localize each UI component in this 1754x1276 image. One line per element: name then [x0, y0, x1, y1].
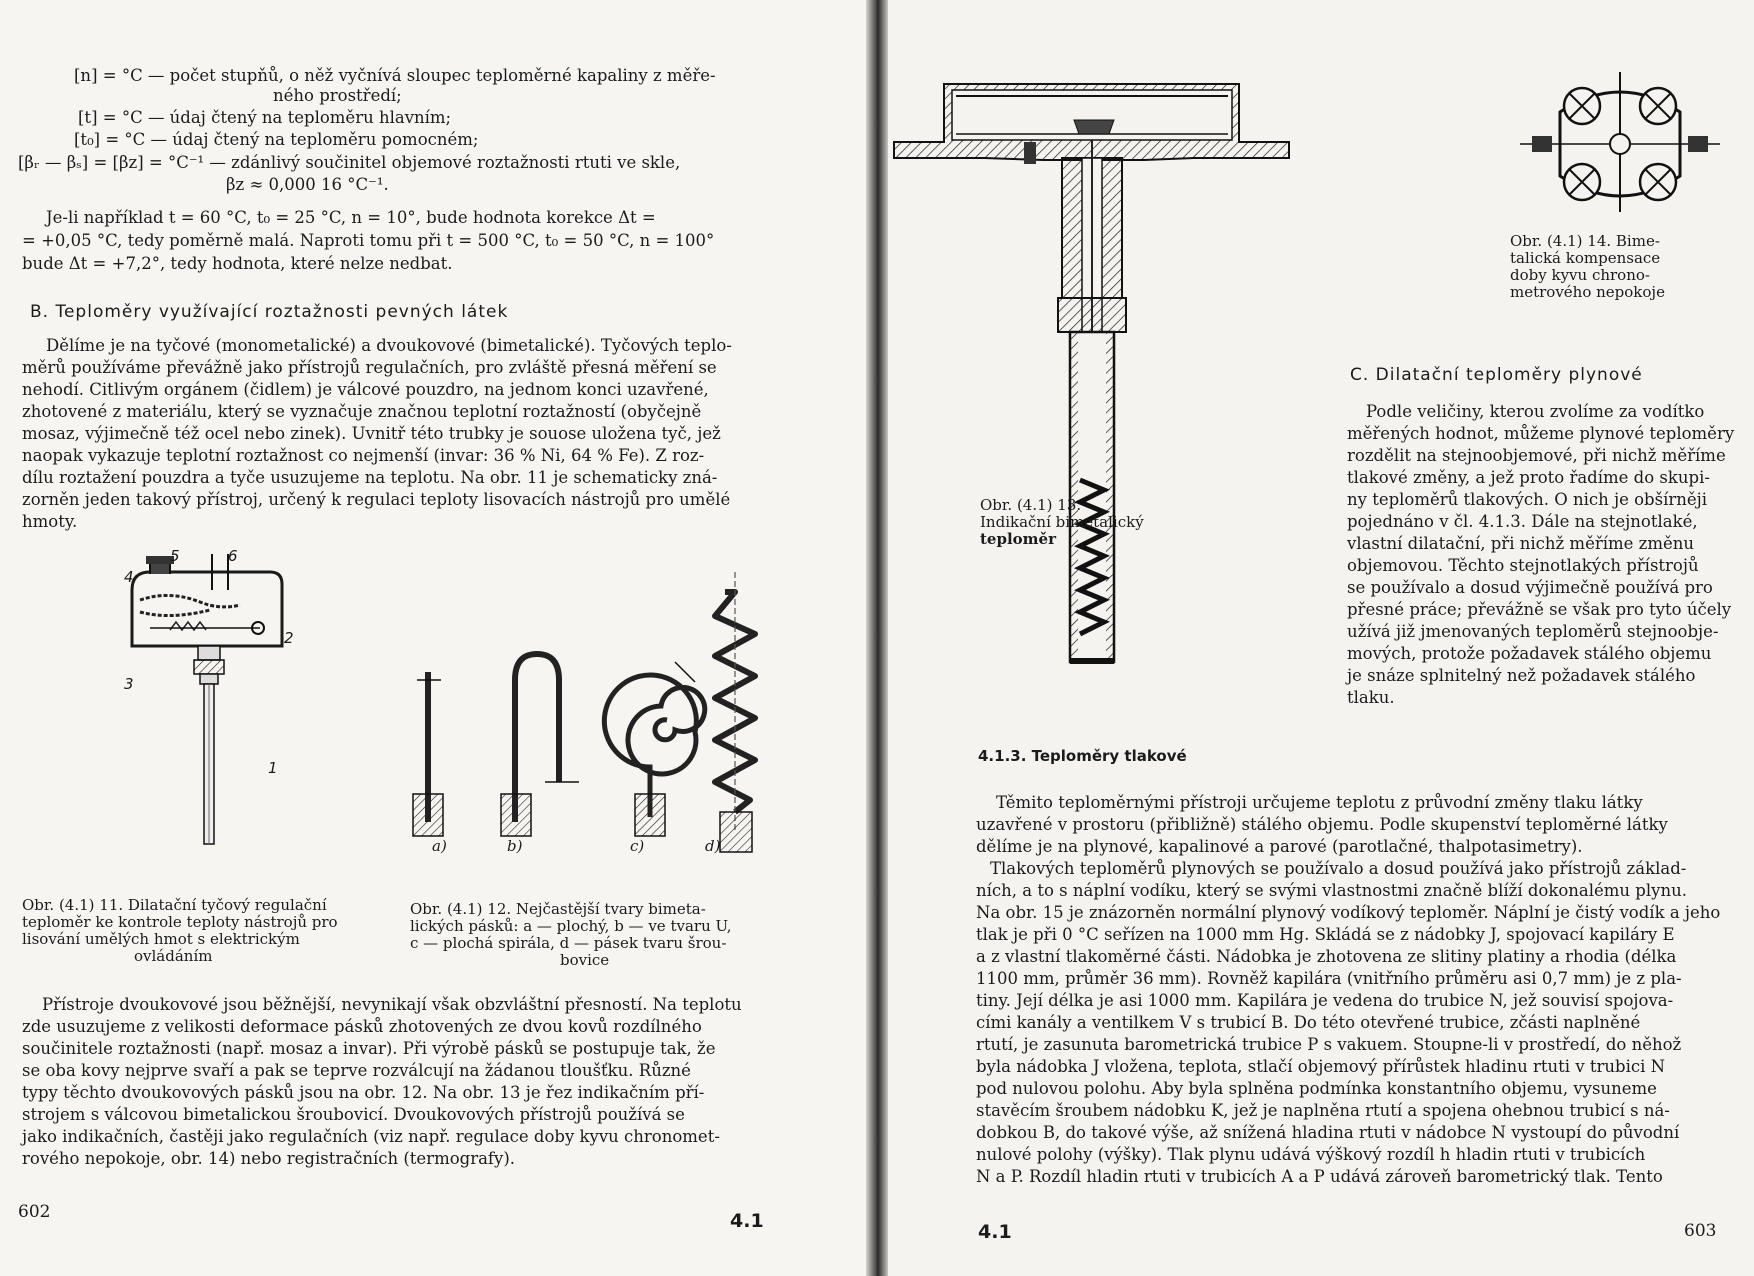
para-bi-8: rového nepokoje, obr. 14) nebo registračních (termografy).: [22, 1149, 516, 1168]
para-413-3: dělíme je na plynové, kapalinové a parové (parotlačné, thalpotasimetry).: [976, 837, 1583, 856]
para-c-8: objemovou. Těchto stejnotlakých přístrojů: [1347, 556, 1699, 575]
para-b-1: Dělíme je na tyčové (monometalické) a dvoukovové (bimetalické). Tyčových teplo-: [46, 336, 732, 355]
caption-12-line-4: bovice: [560, 951, 610, 969]
page-number-right: 603: [1684, 1221, 1717, 1241]
caption-13-line-3: teploměr: [980, 530, 1056, 548]
para-c-4: tlakové změny, a jež proto řadíme do skupi-: [1347, 468, 1710, 487]
def-line-2: ného prostředí;: [273, 86, 402, 105]
para-413-1: Těmito teploměrnými přístroji určujeme teplotu z průvodní změny tlaku látky: [996, 793, 1643, 812]
fig11-label-5: 5: [170, 547, 180, 565]
def-line-5: [βᵣ — βₛ] = [βz] = °C⁻¹ — zdánlivý součinitel objemové roztažnosti rtuti ve skle,: [18, 153, 681, 172]
fig11-label-3: 3: [124, 675, 134, 693]
example-line-1: Je-li například t = 60 °C, t₀ = 25 °C, n = 10°, bude hodnota korekce Δt =: [46, 208, 656, 227]
para-413-13: byla nádobka J vložena, teplota, stlačí objemový přírůstek hladinu rtuti v trubici N: [976, 1057, 1666, 1076]
para-413-6: Na obr. 15 je znázorněn normální plynový vodíkový teploměr. Náplní je čistý vodík a jeho: [976, 903, 1721, 922]
para-413-10: tiny. Její délka je asi 1000 mm. Kapilára je vedena do trubice N, jež souvisí spojova-: [976, 991, 1674, 1010]
def-line-1: [n] = °C — počet stupňů, o něž vyčnívá sloupec teploměrné kapaliny z měře-: [74, 66, 716, 85]
para-413-14: pod nulovou polohu. Aby byla splněna podmínka konstantního objemu, vysuneme: [976, 1079, 1657, 1098]
para-b-3: nehodí. Citlivým orgánem (čidlem) je válcové pouzdro, na jednom konci uzavřené,: [22, 380, 709, 399]
para-413-15: stavěcím šroubem nádobku K, jež je naplněna rtutí a spojena ohebnou trubicí s ná-: [976, 1101, 1670, 1120]
para-c-7: vlastní dilatační, při nichž měříme změnu: [1347, 534, 1695, 553]
caption-13-line-1: Obr. (4.1) 13.: [980, 496, 1082, 514]
para-413-11: cími kanály a ventilkem V s trubicí B. Do této otevřené trubice, zčásti naplněné: [976, 1013, 1641, 1032]
para-bi-4: se oba kovy nejprve svaří a pak se teprve rozválcují na žádanou tloušťku. Různé: [22, 1061, 691, 1080]
para-413-17: nulové polohy (výšky). Tlak plynu udává výškový rozdíl h hladin rtuti v trubicích: [976, 1145, 1646, 1164]
fig11-label-6: 6: [228, 547, 238, 565]
para-413-4: Tlakových teploměrů plynových se používalo a dosud používá jako přístrojů základ-: [990, 859, 1687, 878]
fig11-label-1: 1: [268, 759, 278, 777]
caption-13-line-2: Indikační bimetalický: [980, 513, 1144, 531]
para-b-6: naopak vykazuje teplotní roztažnost co nejmenší (invar: 36 % Ni, 64 % Fe). Z roz-: [22, 446, 705, 465]
para-c-11: užívá již jmenovaných teploměrů stejnoobje-: [1347, 622, 1719, 641]
para-bi-2: zde usuzujeme z velikosti deformace pásků zhotovených ze dvou kovů rozdílného: [22, 1017, 702, 1036]
para-bi-7: jako indikačních, častěji jako regulačních (viz např. regulace doby kyvu chronomet-: [22, 1127, 720, 1146]
book-gutter: [866, 0, 888, 1276]
para-b-8: zorněn jeden takový přístroj, určený k regulaci teploty lisovacích nástrojů pro umělé: [22, 490, 731, 509]
para-413-5: ních, a to s náplní vodíku, který se svými vlastnostmi značně blíží dokonalému plynu.: [976, 881, 1687, 900]
def-line-3: [t] = °C — údaj čtený na teploměru hlavním;: [78, 108, 452, 127]
example-line-3: bude Δt = +7,2°, tedy hodnota, které nelze nedbat.: [22, 254, 453, 273]
caption-12-line-2: lických pásků: a — plochý, b — ve tvaru U,: [410, 917, 732, 935]
para-bi-1: Přístroje dvoukovové jsou běžnější, nevynikají však obzvláštní přesností. Na teplotu: [42, 995, 742, 1014]
caption-14-line-4: metrového nepokoje: [1510, 283, 1665, 301]
caption-12-line-3: c — plochá spirála, d — pásek tvaru šrou-: [410, 934, 727, 952]
para-c-13: je snáze splnitelný než požadavek stálého: [1347, 666, 1696, 685]
para-b-4: zhotovené z materiálu, který se vyznačuje značnou teplotní roztažností (obyčejně: [22, 402, 702, 421]
figure-12-bimetal-shapes: [405, 572, 765, 882]
para-c-1: Podle veličiny, kterou zvolíme za vodítko: [1366, 402, 1705, 421]
para-413-8: a z vlastní tlakoměrné části. Nádobka je zhotovena ze slitiny platiny a rhodia (délka: [976, 947, 1677, 966]
caption-11-line-3: lisování umělých hmot s elektrickým: [22, 930, 300, 948]
para-c-12: mových, protože požadavek stálého objemu: [1347, 644, 1712, 663]
fig11-label-4: 4: [124, 568, 134, 586]
caption-14-line-3: doby kyvu chrono-: [1510, 266, 1650, 284]
para-413-12: rtutí, je zasunuta barometrická trubice P s vakuem. Stoupne-li v prostředí, do něhož: [976, 1035, 1682, 1054]
para-c-10: přesné práce; převážně se však pro tyto účely: [1347, 600, 1732, 619]
caption-11-line-4: ovládáním: [134, 947, 213, 965]
caption-11-line-1: Obr. (4.1) 11. Dilatační tyčový regulační: [22, 896, 327, 914]
para-413-18: N a P. Rozdíl hladin rtuti v trubicích A a P udává zároveň barometrický tlak. Tento: [976, 1167, 1663, 1186]
fig12-label-d: d): [705, 837, 721, 855]
def-line-6: βz ≈ 0,000 16 °C⁻¹.: [226, 175, 389, 194]
right-page: [888, 0, 1754, 1276]
para-b-7: dílu roztažení pouzdra a tyče usuzujeme na teplotu. Na obr. 11 je schematicky zná-: [22, 468, 718, 487]
para-bi-6: strojem s válcovou bimetalickou šroubovicí. Dvoukovových přístrojů používá se: [22, 1105, 685, 1124]
para-413-7: tlak je při 0 °C seřízen na 1000 mm Hg. Skládá se z nádobky J, spojovací kapiláry E: [976, 925, 1675, 944]
para-b-5: mosaz, výjimečně též ocel nebo zinek). Uvnitř této trubky je souose uložena tyč, jež: [22, 424, 721, 443]
figure-14-balance-compensation: [1520, 72, 1720, 222]
section-tag-right: 4.1: [978, 1221, 1012, 1243]
para-413-9: 1100 mm, průměr 36 mm). Rovněž kapilára (vnitřního průměru asi 0,7 mm) je z pla-: [976, 969, 1682, 988]
page-number-left: 602: [18, 1202, 51, 1222]
caption-14-line-2: talická kompensace: [1510, 249, 1661, 267]
para-c-5: ny teploměrů tlakových. O nich je obšírněji: [1347, 490, 1708, 509]
para-c-2: měřených hodnot, můžeme plynové teploměry: [1347, 424, 1735, 443]
caption-14-line-1: Obr. (4.1) 14. Bime-: [1510, 232, 1660, 250]
fig11-label-2: 2: [284, 629, 294, 647]
para-bi-3: součinitele roztažnosti (např. mosaz a invar). Při výrobě pásků se postupuje tak, že: [22, 1039, 716, 1058]
fig12-label-c: c): [630, 837, 645, 855]
para-c-14: tlaku.: [1347, 688, 1395, 707]
para-c-9: se používalo a dosud výjimečně používá pro: [1347, 578, 1713, 597]
heading-4-1-3: 4.1.3. Teploměry tlakové: [978, 747, 1187, 765]
fig12-label-a: a): [432, 837, 447, 855]
caption-12-line-1: Obr. (4.1) 12. Nejčastější tvary bimeta-: [410, 900, 706, 918]
def-line-4: [t₀] = °C — údaj čtený na teploměru pomocném;: [74, 130, 479, 149]
example-line-2: = +0,05 °C, tedy poměrně malá. Naproti tomu při t = 500 °C, t₀ = 50 °C, n = 100°: [22, 231, 715, 250]
para-b-9: hmoty.: [22, 512, 78, 531]
para-c-3: rozdělit na stejnoobjemové, při nichž měříme: [1347, 446, 1726, 465]
para-bi-5: typy těchto dvoukovových pásků jsou na obr. 12. Na obr. 13 je řez indikačním pří-: [22, 1083, 705, 1102]
figure-13-bimetal-thermometer: [894, 80, 1294, 720]
para-b-2: měrů používáme převážně jako přístrojů regulačních, pro zvláště přesná měření se: [22, 358, 717, 377]
caption-11-line-2: teploměr ke kontrole teploty nástrojů pro: [22, 913, 338, 931]
para-c-6: pojednáno v čl. 4.1.3. Dále na stejnotlaké,: [1347, 512, 1698, 531]
left-page: [0, 0, 866, 1276]
fig12-label-b: b): [507, 837, 523, 855]
para-413-2: uzavřené v prostoru (přibližně) stálého objemu. Podle skupenství teploměrné látky: [976, 815, 1668, 834]
section-c-heading: C. Dilatační teploměry plynové: [1350, 365, 1643, 385]
section-tag-left: 4.1: [730, 1210, 764, 1232]
figure-11-regulator: [110, 547, 310, 880]
section-b-heading: B. Teploměry využívající roztažnosti pevných látek: [30, 302, 509, 322]
para-413-16: dobkou B, do takové výše, až snížená hladina rtuti v nádobce N vystoupí do původní: [976, 1123, 1680, 1142]
